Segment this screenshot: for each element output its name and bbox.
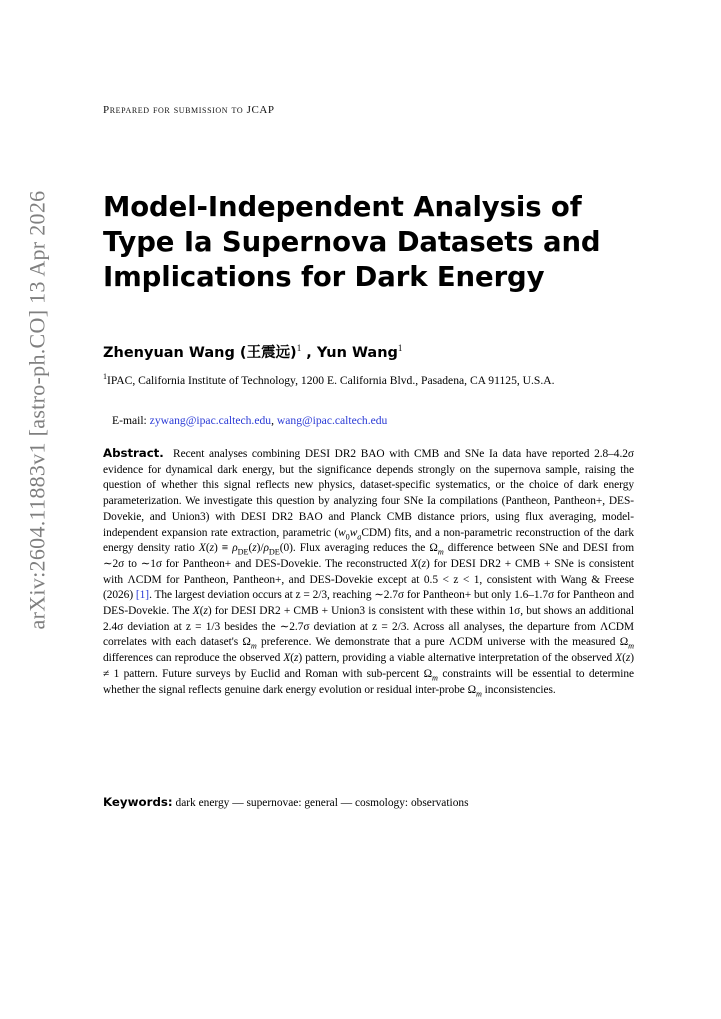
abstract-text: inconsistencies.: [481, 683, 556, 696]
abstract-text: . The largest deviation occurs at z = 2/3, reaching ∼2.7σ for Pantheon+ but only 1.6–1.7σ for Pantheon and DES-Dovekie. The: [103, 589, 635, 618]
author-2-affiliation-mark: 1: [397, 343, 403, 354]
abstract-text: for DESI DR2 + CMB + Union3 is consistent with these within 1σ, but shows an additional 2.4σ deviation at z = 1/3 besides the ∼2.7σ deviation at z = 2/3. Across all analyses, the departure from ΛCDM correlates with each dataset's: [103, 605, 634, 649]
email-link-2[interactable]: wang@ipac.caltech.edu: [276, 414, 388, 427]
abstract-text: for DESI DR2 + CMB + SNe is consistent with ΛCDM for Pantheon, Pantheon+, and DES-Dovekie except at 0.5 < z < 1, consistent with Wang & Freese (2026): [103, 557, 634, 602]
email-label: E-mail:: [112, 414, 150, 427]
abstract-text: (0). Flux averaging reduces the: [279, 542, 430, 555]
email-line: [112, 414, 387, 427]
abstract-text: ≠ 1 pattern. Future surveys by Euclid and Roman with sub-percent: [103, 667, 424, 680]
keywords: [103, 795, 469, 809]
author-1-affiliation-mark: 1: [296, 343, 302, 354]
author-1: Zhenyuan Wang (王震远): [103, 345, 297, 361]
abstract-label: Abstract.: [103, 446, 164, 460]
abstract-text: preference. We demonstrate that a pure ΛCDM universe with the measured: [256, 636, 620, 649]
affiliation-text: IPAC, California Institute of Technology, 1200 E. California Blvd., Pasadena, CA 91125, U.S.A.: [107, 374, 555, 387]
abstract-text: CDM) fits, and a non-parametric reconstruction of the dark energy density ratio: [103, 526, 634, 555]
abstract-text: difference between SNe and DESI from ∼2σ to ∼1σ for Pantheon+ and DES-Dovekie. The reconstructed: [103, 542, 635, 570]
keywords-label: Keywords:: [103, 795, 173, 809]
author-list: [103, 341, 402, 362]
abstract-text: pattern, providing a viable alternative interpretation of the observed: [302, 652, 616, 665]
email-separator: ,: [271, 414, 277, 427]
journal-note: Prepared for submission to JCAP: [103, 104, 275, 116]
author-2: Yun Wang: [316, 345, 398, 361]
affiliation: [103, 373, 634, 389]
abstract: Abstract. Recent analyses combining DESI DR2 BAO with CMB and SNe Ia data have reported 2.8–4.2σ evidence for dynamical dark energy, but the significance depends strongly on the supernova sample, raising the question of whether this signal reflects new physics, dataset-specific systematics, or the choice of dark energy parameterization. We investigate this question by analyzing four SNe Ia compilations (Pantheon, Pantheon+, DES-Dovekie, and Union3) with DESI DR2 BAO and Planck CMB distance priors, using flux averaging, model-independent expansion rate extraction, parametric $(w_0w_aCDM)$ fits, and a non-parametric reconstruction of the dark energy density ratio $X(z) \equiv \rho_{DE}(z)/\rho_{DE}(0)$. Flux averaging reduces the $\Omega_m$ difference between SNe and DESI from ∼2σ to ∼1σ for Pantheon+ and DES-Dovekie. The reconstructed X(z) for DESI DR2 + CMB + SNe is consistent with ΛCDM for Pantheon, Pantheon+, and DES-Dovekie except at 0.5 < z < 1, consistent with Wang & Freese (2026) [1]. The largest deviation occurs at z = 2/3, reaching ∼2.7σ for Pantheon+ but only 1.6–1.7σ for Pantheon and DES-Dovekie. The X(z) for DESI DR2 + CMB + Union3 is consistent with these within 1σ, but shows an additional 2.4σ deviation at z = 1/3 besides the ∼2.7σ deviation at z = 2/3. Across all analyses, the departure from ΛCDM correlates with each dataset's $\Omega_m$ preference. We demonstrate that a pure ΛCDM universe with the measured $\Omega_m$ differences can reproduce the observed X(z) pattern, providing a viable alternative interpretation of the observed X(z) ≠ 1 pattern. Future surveys by Euclid and Roman with sub-percent $\Omega_m$ constraints will be essential to determine whether the signal reflects genuine dark energy evolution or residual inter-probe $\Omega_m$ inconsistencies.: [103, 446, 635, 698]
author-separator: ,: [301, 345, 317, 361]
citation-link[interactable]: [1]: [135, 589, 150, 602]
email-link-1[interactable]: zywang@ipac.caltech.edu: [149, 414, 272, 427]
keywords-text: dark energy — supernovae: general — cosmology: observations: [175, 797, 469, 809]
arxiv-stamp-text: arXiv:2604.11883v1 [astro-ph.CO] 13 Apr 2026: [24, 190, 49, 630]
paper-title: Model-Independent Analysis of Type Ia Supernova Datasets and Implications for Dark Energy: [103, 191, 601, 293]
abstract-text: constraints will be essential to determine whether the signal reflects genuine dark energy evolution or residual inter-probe: [103, 667, 634, 696]
arxiv-stamp: [14, 90, 60, 730]
affiliation-mark: 1: [103, 372, 107, 382]
abstract-text: Recent analyses combining DESI DR2 BAO with CMB and SNe Ia data have reported 2.8–4.2σ evidence for dynamical dark energy, but the significance depends strongly on the supernova sample, raising the question of whether this signal reflects new physics, dataset-specific systematics, or the choice of dark energy parameterization. We investigate this question by analyzing four SNe Ia compilations (Pantheon, Pantheon+, DES-Dovekie, and Union3) with DESI DR2 BAO and Planck CMB distance priors, using flux averaging, model-independent expansion rate extraction, parametric (: [103, 448, 634, 539]
abstract-text: differences can reproduce the observed: [103, 652, 284, 665]
